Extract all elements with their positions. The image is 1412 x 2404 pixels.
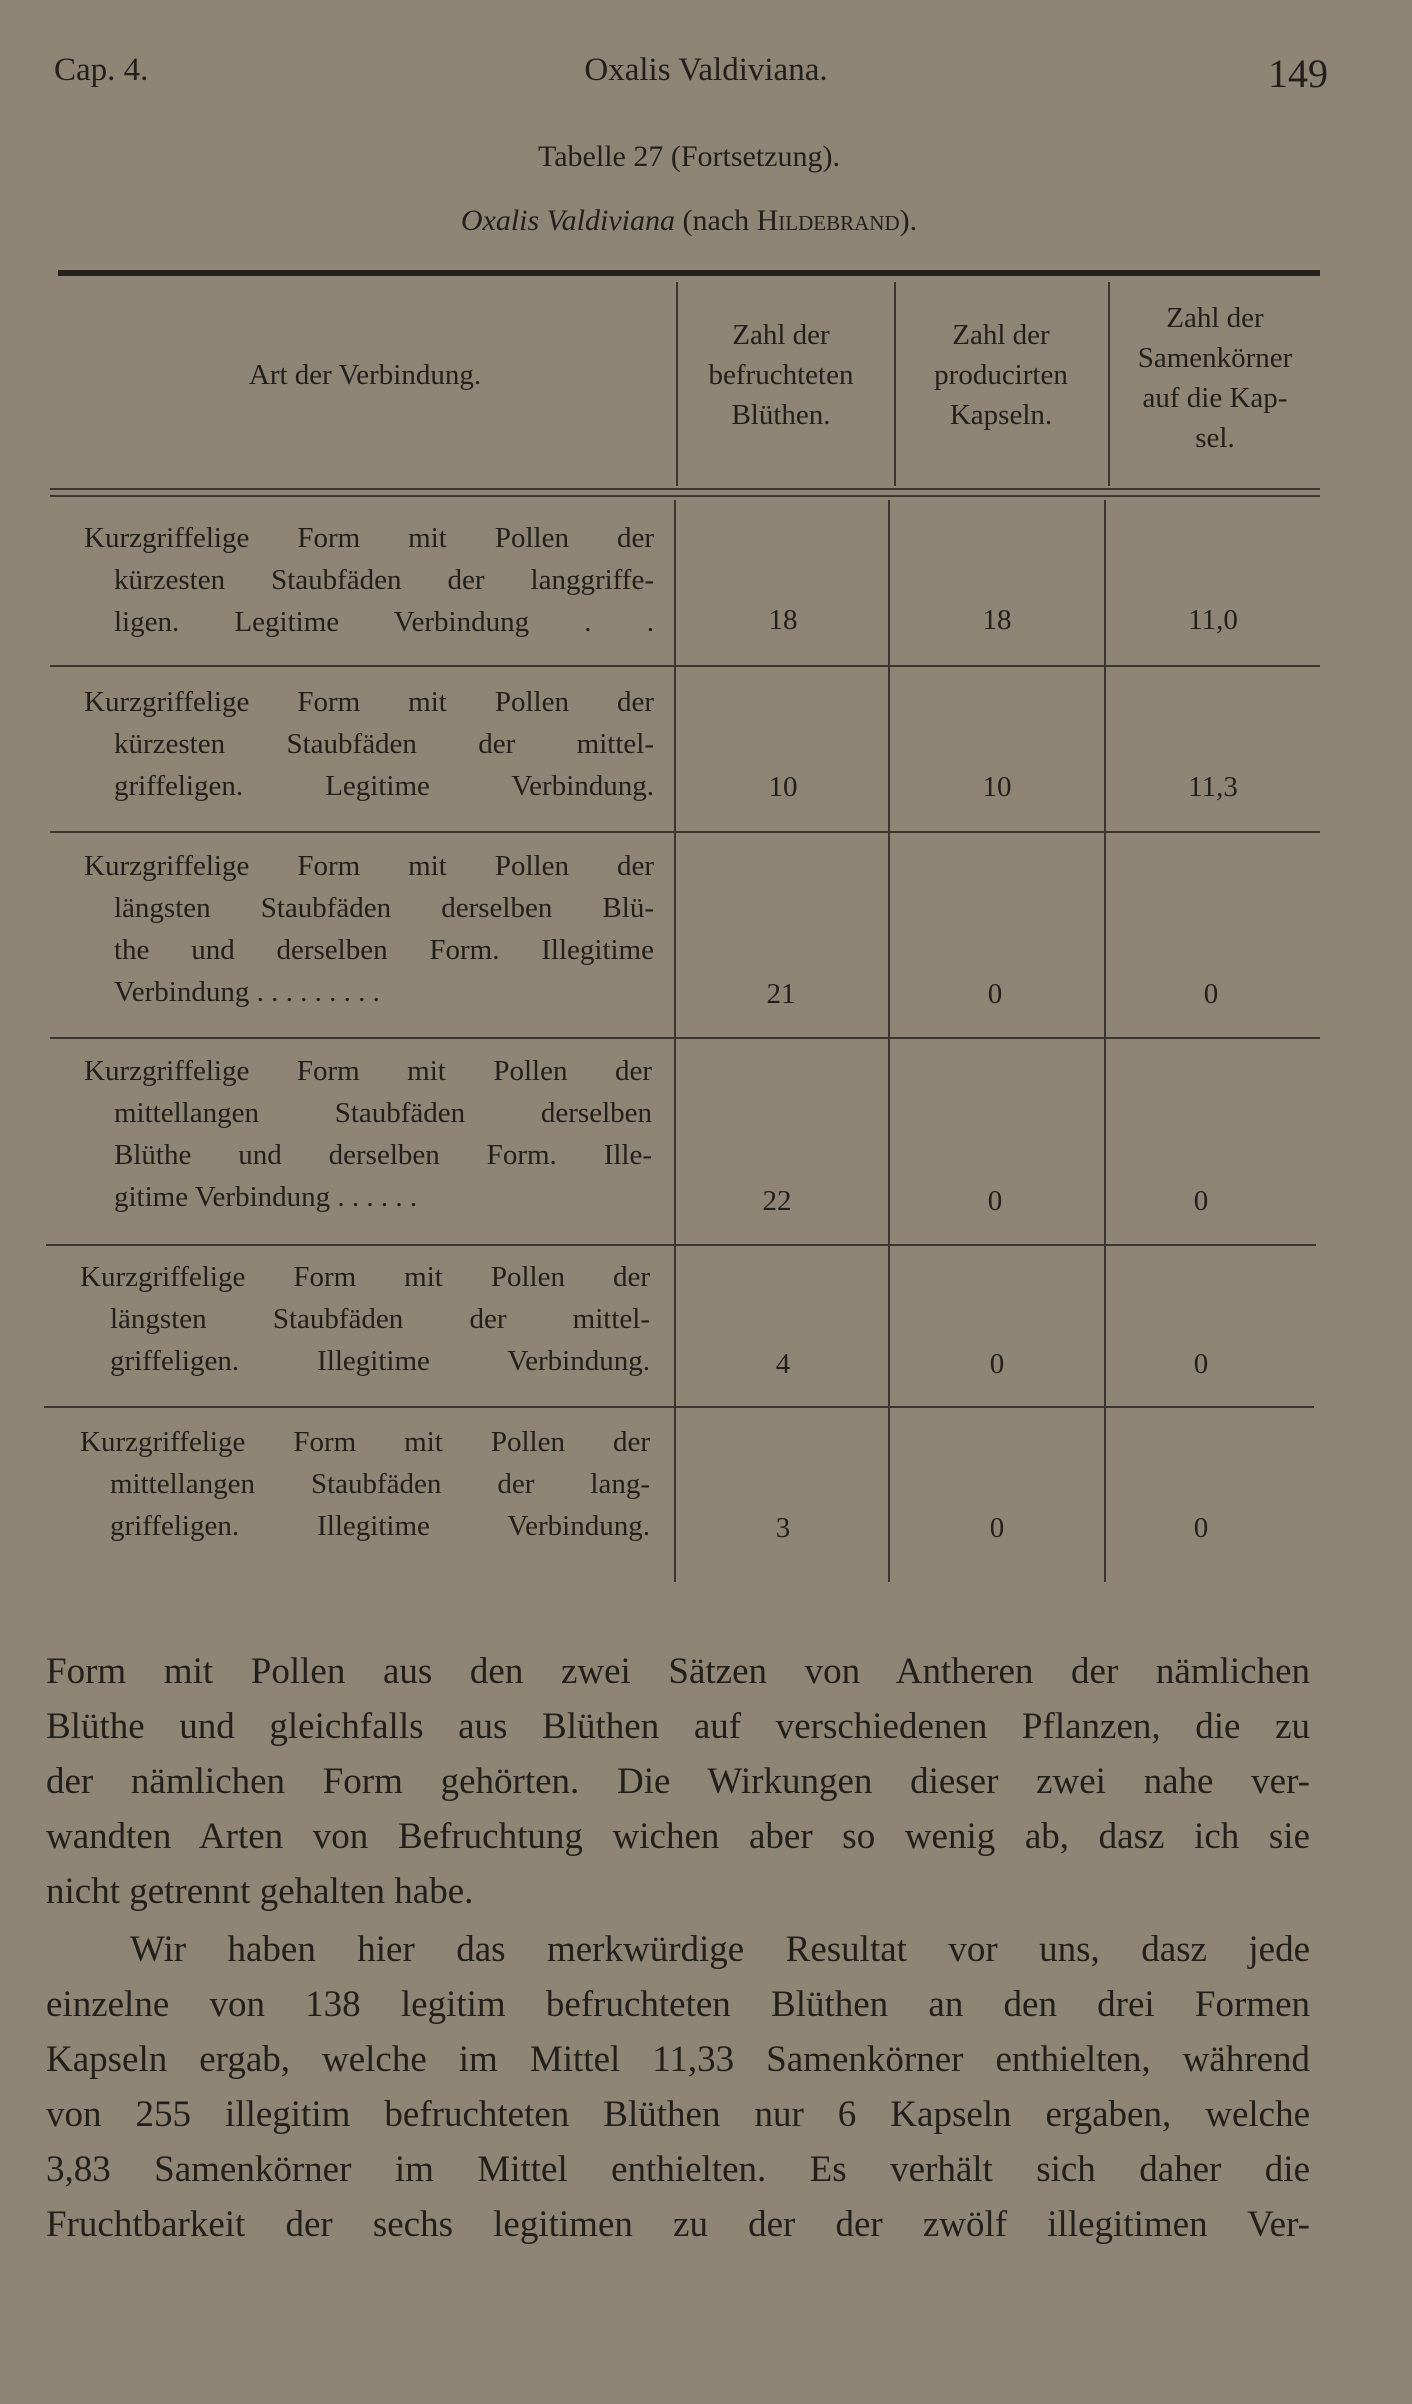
table-row-6-seeds: 0: [1193, 1512, 1209, 1544]
table-row-4-seeds: 0: [1193, 1185, 1209, 1217]
table-row-2-capsules: 10: [982, 771, 1012, 803]
column-header-flowers: Zahl der befruchteten Blüthen.: [708, 319, 854, 431]
table-title: Tabelle 27 (Fortsetzung).: [538, 140, 840, 173]
page-number: 149: [1268, 51, 1328, 96]
author-name: Hildebrand: [756, 204, 900, 237]
table-row-5-flowers: 4: [775, 1348, 791, 1380]
table-row-1-flowers: 18: [768, 604, 798, 636]
column-divider: [1108, 282, 1110, 486]
column-divider: [888, 500, 890, 1582]
table-header-rule: [50, 488, 1320, 490]
table-top-rule: [58, 270, 1320, 276]
table-row-1-capsules: 18: [982, 604, 1012, 636]
row-separator: [46, 1244, 1316, 1246]
column-divider: [674, 500, 676, 1582]
column-header-connection: Art der Verbindung.: [248, 359, 482, 391]
table-row-6-description: Kurzgriffelige Form mit Pollen der mittellangen Staubfäden der lang- griffeligen. Illegitime Verbindung.: [80, 1426, 650, 1542]
table-row-3-flowers: 21: [766, 978, 796, 1010]
chapter-label: Cap. 4.: [54, 52, 149, 88]
table-row-3-seeds: 0: [1203, 978, 1219, 1010]
table-row-4-description: Kurzgriffelige Form mit Pollen der mittellangen Staubfäden derselben Blüthe und derselben Form. Ille- gitime Verbindung . . . . . .: [84, 1055, 652, 1213]
running-title: Oxalis Valdiviana.: [584, 52, 828, 88]
table-row-2-flowers: 10: [768, 771, 798, 803]
row-separator: [50, 1037, 1320, 1039]
column-header-seeds: Zahl der Samenkörner auf die Kap- sel.: [1137, 302, 1293, 454]
table-row-2-seeds: 11,3: [1188, 771, 1238, 803]
table-row-5-description: Kurzgriffelige Form mit Pollen der längsten Staubfäden der mittel- griffeligen. Illegitime Verbindung.: [80, 1261, 650, 1377]
subtitle-close: ).: [899, 204, 918, 237]
table-row-5-seeds: 0: [1193, 1348, 1209, 1380]
table-row-5-capsules: 0: [989, 1348, 1005, 1380]
table-row-4-flowers: 22: [762, 1185, 792, 1217]
table-row-6-flowers: 3: [775, 1512, 791, 1544]
table-row-2-description: Kurzgriffelige Form mit Pollen der kürzesten Staubfäden der mittel- griffeligen. Legitime Verbindung.: [84, 686, 654, 802]
subtitle-nach: (nach: [682, 204, 750, 237]
table-subtitle: [0, 204, 1378, 238]
column-divider: [894, 282, 896, 486]
body-paragraph-1: Form mit Pollen aus den zwei Sätzen von Antheren der nämlichen Blüthe und gleichfalls aus Blüthen auf verschiedenen Pflanzen, die zu der nämlichen Form gehörten. Die Wirkungen dieser zwei nahe ver- wandten Arten von Befruchtung wichen aber so wenig ab, dasz ich sie nicht getrennt gehalten habe.: [46, 1651, 1310, 1912]
column-divider: [1104, 500, 1106, 1582]
table-row-4-capsules: 0: [987, 1185, 1003, 1217]
table-row-3-capsules: 0: [987, 978, 1003, 1010]
row-separator: [50, 665, 1320, 667]
body-paragraph-2: Wir haben hier das merkwürdige Resultat vor uns, dasz jede einzelne von 138 legitim befruchteten Blüthen an den drei Formen Kapseln ergab, welche im Mittel 11,33 Samenkörner enthielten, während von 255 illegitim befruchteten Blüthen nur 6 Kapseln ergaben, welche 3,83 Samenkörner im Mittel enthielten. Es verhält sich daher die Fruchtbarkeit der sechs legitimen zu der der zwölf illegitimen Ver-: [46, 1929, 1310, 2245]
row-separator: [50, 831, 1320, 833]
table-header-rule-2: [50, 495, 1320, 497]
column-divider: [676, 282, 678, 486]
table-row-6-capsules: 0: [989, 1512, 1005, 1544]
row-separator: [44, 1406, 1314, 1408]
table-row-1-description: Kurzgriffelige Form mit Pollen der kürzesten Staubfäden der langgriffe- ligen. Legitime Verbindung . .: [84, 522, 654, 638]
table-row-1-seeds: 11,0: [1188, 604, 1238, 636]
table-row-3-description: Kurzgriffelige Form mit Pollen der längsten Staubfäden derselben Blü- the und derselben Form. Illegitime Verbindung . . . . . . . . .: [84, 850, 654, 1008]
species-name: Oxalis Valdiviana: [460, 204, 676, 237]
column-header-capsules: Zahl der producirten Kapseln.: [934, 319, 1068, 431]
